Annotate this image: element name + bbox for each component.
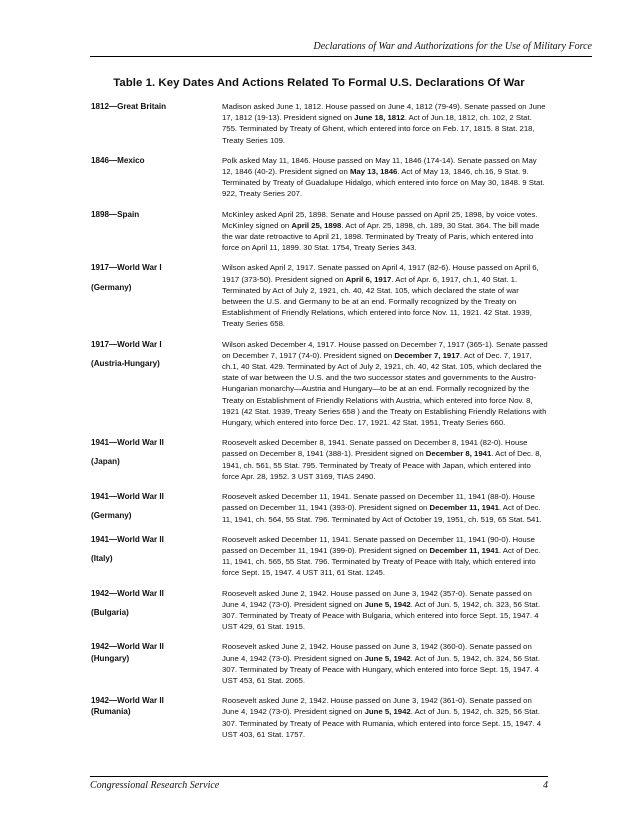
row-label-war: 1917—World War I: [91, 263, 162, 273]
row-description: [222, 437, 548, 482]
row-label: [91, 641, 222, 686]
row-label-war: 1846—Mexico: [91, 155, 145, 165]
row-label: [91, 155, 222, 200]
table-row: [91, 155, 548, 200]
row-description-text-end: . Act of Jun. 5, 1942, ch. 324, 56 Stat. 307. Terminated by Treaty of Peace with Hungary, which entered into force Sept. 15, 1947. 4 UST 453, 61 Stat. 2065.: [222, 653, 540, 685]
table-row: [91, 641, 548, 686]
row-label-war: 1812—Great Britain: [91, 102, 167, 111]
row-description-text-end: . Act of Jun.18, 1812, ch. 102, 2 Stat. 755. Terminated by Treaty of Ghent, which entered into force on Feb. 17, 1815. 8 Stat. 218, Treaty Series 109.: [222, 113, 535, 145]
row-description-text: Roosevelt asked June 2, 1942. House passed on June 3, 1942 (361-0). Senate passed on June 4, 1942 (73-0). President signed on: [222, 696, 532, 717]
table-row: [91, 339, 548, 429]
row-label-country: (Austria-Hungary): [91, 358, 160, 368]
row-description-text: Roosevelt asked June 2, 1942. House passed on June 3, 1942 (357-0). Senate passed on June 4, 1942 (73-0). President signed on: [222, 588, 532, 609]
row-description-text-end: . Act of Dec. 7, 1917, ch.1, 40 Stat. 429. Terminated by Act of July 2, 1921, ch. 40, 42 Stat. 105, which declared the state of war between the U.S. and the two successor states and governments to the Austro-Hungarian monarchy—Austria and Hungary—to be at an end. Formally recognized by the Treaty on Establishment of Friendly Relations with Austria, which entered into force Nov. 8, 1921 (42 Stat. 1939, Treaty Series 658 ) and the Treaty on Establishing Friendly Relations with Hungary, which entered into force Dec. 17, 1921. 42 Stat. 1951, Treaty Series 660.: [222, 350, 547, 428]
row-description-text-end: . Act of Dec. 11, 1941, ch. 564, 55 Stat. 796. Terminated by Act of October 19, 1951, ch. 519, 65 Stat. 541.: [222, 503, 542, 524]
signed-date: June 5, 1942: [364, 653, 411, 663]
row-label-war: 1942—World War II: [91, 696, 164, 706]
signed-date: April 25, 1898: [291, 220, 342, 230]
row-label-country: (Bulgaria): [91, 607, 129, 617]
row-label-war: 1942—World War II: [91, 642, 164, 652]
table-row: [91, 491, 548, 525]
row-label-country: (Japan): [91, 457, 120, 467]
row-description-text-end: . Act of Dec. 8, 1941, ch. 561, 55 Stat. 795. Terminated by Treaty of Peace with Japan, which entered into force Apr. 28, 1952. 3 UST 3169, TIAS 2490.: [222, 449, 542, 481]
row-description-text: Madison asked June 1, 1812. House passed on June 4, 1812 (79-49). Senate passed on June 17, 1812 (19-13). President signed on: [222, 102, 546, 123]
row-label: [91, 588, 222, 633]
row-description: [222, 588, 548, 633]
signed-date: December 7, 1917: [394, 350, 460, 360]
row-description-text: Roosevelt asked December 11, 1941. Senate passed on December 11, 1941 (90-0). House passed on December 11, 1941 (399-0). President signed on: [222, 534, 535, 555]
row-description-text: Roosevelt asked June 2, 1942. House passed on June 3, 1942 (360-0). Senate passed on June 4, 1942 (73-0). President signed on: [222, 642, 532, 663]
row-label-country: (Hungary): [91, 653, 130, 663]
row-label: [91, 534, 222, 579]
row-description-text-end: . Act of Jun. 5, 1942, ch. 325, 56 Stat. 307. Terminated by Treaty of Peace with Rumania, which entered into force Sept. 15, 1947. 4 UST 403, 61 Stat. 1757.: [222, 707, 542, 739]
page-number: 4: [543, 780, 548, 791]
row-label-country: (Rumania): [91, 707, 131, 717]
signed-date: June 18, 1812: [354, 113, 405, 123]
row-description-text: McKinley asked April 25, 1898. Senate and House passed on April 25, 1898, by voice votes. McKinley signed on: [222, 209, 538, 230]
row-description-text-end: . Act of Dec. 11, 1941, ch. 565, 55 Stat. 796. Terminated by Treaty of Peace with Italy, which entered into force Sept. 15, 1947. 4 UST 311, 61 Stat. 1245.: [222, 545, 541, 578]
row-description: [222, 641, 548, 686]
table-title: Table 1. Key Dates And Actions Related To Formal U.S. Declarations Of War: [113, 77, 525, 89]
row-label: [91, 695, 222, 740]
row-description: [222, 101, 548, 146]
row-label: [91, 209, 222, 254]
running-header: [90, 40, 592, 57]
signed-date: December 8, 1941: [425, 449, 492, 459]
row-description-text: Wilson asked December 4, 1917. House passed on December 7, 1917 (365-1). Senate passed on December 7, 1917 (74-0). President signed on: [222, 339, 548, 360]
signed-date: June 5, 1942: [364, 707, 411, 717]
row-description-text-end: . Act of Apr. 25, 1898, ch. 189, 30 Stat. 364. The bill made the war date retroactive to April 21, 1898. Terminated by Treaty of Paris, which entered into force on April 11, 1899. 30 Stat. 1754, Treaty Series 343.: [222, 220, 540, 253]
row-label-war: 1941—World War II: [91, 438, 164, 448]
row-label: [91, 437, 222, 482]
row-description: [222, 209, 548, 254]
footer-source: Congressional Research Service: [90, 780, 220, 791]
row-label: [91, 101, 222, 146]
table-row: [91, 695, 548, 740]
signed-date: April 6, 1917: [345, 274, 392, 284]
row-description-text-end: . Act of Apr. 6, 1917, ch.1, 40 Stat. 1. Terminated by Act of July 2, 1921, ch. 40, 42 Stat. 105, which declared the state of war between the U.S. and Germany to be at an end. Formally recognized by the Treaty on Establishment of Friendly Relations, which entered into force Nov. 11, 1921. 42 Stat. 1939, Treaty Series 658.: [222, 274, 532, 329]
table-row: [91, 209, 548, 254]
row-description-text: Roosevelt asked December 8, 1941. Senate passed on December 8, 1941 (82-0). House passed on December 8, 1941 (388-1). President signed on: [222, 438, 528, 459]
signed-date: May 13, 1846: [349, 167, 398, 177]
signed-date: December 11, 1941: [429, 503, 499, 513]
row-description-text: Polk asked May 11, 1846. House passed on May 11, 1846 (174-14). Senate passed on May 12, 1846 (40-2). President signed on: [222, 155, 537, 177]
row-label-war: 1941—World War II: [91, 492, 164, 502]
declarations-table: [91, 101, 548, 749]
table-row: [91, 534, 548, 579]
row-description: [222, 262, 548, 329]
row-description: [222, 491, 548, 525]
row-label-war: 1917—World War I: [91, 339, 162, 349]
row-description: [222, 339, 548, 429]
running-title: Declarations of War and Authorizations for the Use of Military Force: [313, 41, 592, 52]
row-label: [91, 339, 222, 429]
row-description-text: Roosevelt asked December 11, 1941. Senate passed on December 11, 1941 (88-0). House passed on December 11, 1941 (393-0). President signed on: [222, 492, 535, 513]
row-description: [222, 695, 548, 740]
row-label-country: (Germany): [91, 511, 132, 521]
row-description-text-end: . Act of May 13, 1846, ch.16, 9 Stat. 9. Terminated by Treaty of Guadalupe Hidalgo, which entered into force on May 30, 1848. 9 Stat. 922, Treaty Series 207.: [222, 167, 545, 199]
row-label-war: 1898—Spain: [91, 209, 140, 219]
row-description-text: Wilson asked April 2, 1917. Senate passed on April 4, 1917 (82-6). House passed on April 6, 1917 (373-50). President signed on: [222, 263, 539, 284]
row-description-text-end: . Act of Jun. 5, 1942, ch. 323, 56 Stat. 307. Terminated by Treaty of Peace with Bulgaria, which entered into force Sept. 15, 1947. 4 UST 429, 61 Stat. 1915.: [222, 599, 540, 632]
table-row: [91, 262, 548, 329]
table-row: [91, 101, 548, 146]
row-label-war: 1942—World War II: [91, 588, 164, 598]
row-label: [91, 491, 222, 525]
row-description: [222, 155, 548, 200]
row-label-country: (Germany): [91, 282, 132, 292]
page-footer: [90, 776, 548, 793]
row-label-country: (Italy): [91, 553, 113, 563]
row-label: [91, 262, 222, 329]
table-row: [91, 437, 548, 482]
table-row: [91, 588, 548, 633]
signed-date: December 11, 1941: [429, 545, 499, 555]
signed-date: June 5, 1942: [364, 599, 411, 609]
row-description: [222, 534, 548, 579]
row-label-war: 1941—World War II: [91, 534, 164, 544]
